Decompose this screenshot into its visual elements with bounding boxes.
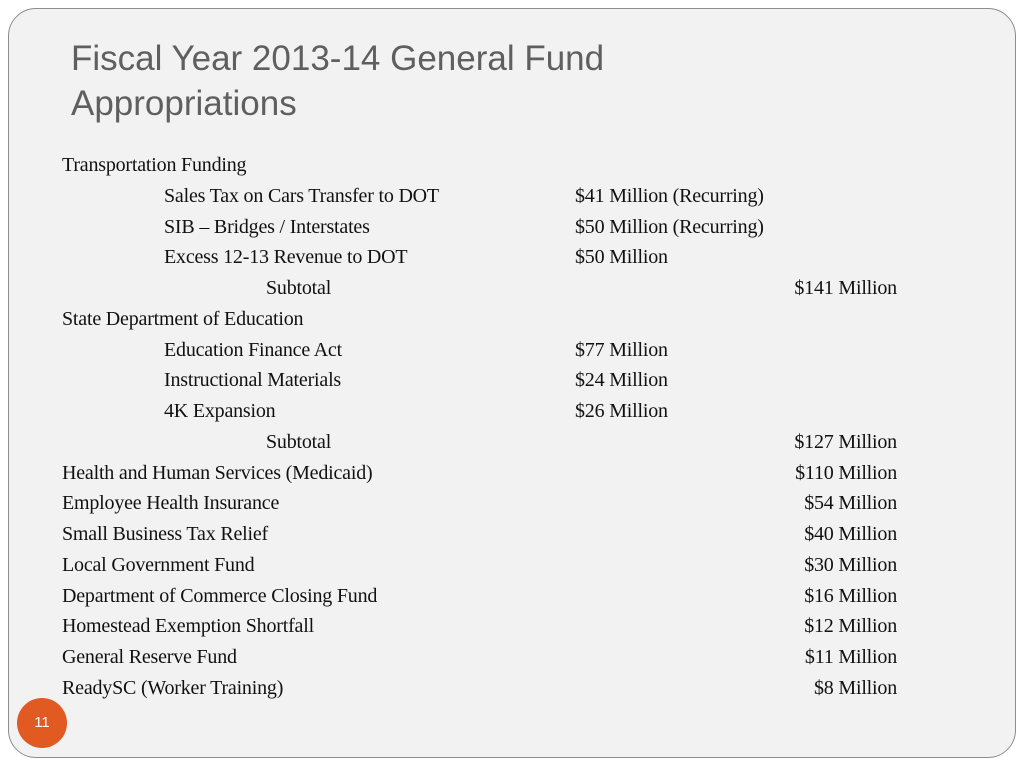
line-item-amount: $77 Million <box>575 338 668 361</box>
appropriation-row <box>0 396 1024 427</box>
line-item-label: Sales Tax on Cars Transfer to DOT <box>164 184 439 207</box>
appropriation-row <box>0 273 1024 304</box>
line-item-amount: $50 Million (Recurring) <box>575 215 764 238</box>
total-amount: $110 Million <box>795 461 897 484</box>
line-item-label: Excess 12-13 Revenue to DOT <box>164 246 408 269</box>
appropriation-row <box>0 335 1024 366</box>
appropriation-row <box>0 365 1024 396</box>
appropriation-row <box>0 581 1024 612</box>
appropriation-row <box>0 673 1024 704</box>
appropriation-row <box>0 458 1024 489</box>
appropriation-row <box>0 181 1024 212</box>
appropriation-row <box>0 642 1024 673</box>
subtotal-label: Subtotal <box>266 277 332 299</box>
line-item-amount: $50 Million <box>575 246 668 269</box>
appropriation-row <box>0 611 1024 642</box>
line-item-amount: $41 Million (Recurring) <box>575 184 764 207</box>
total-amount: $54 Million <box>804 492 897 515</box>
category-label: Transportation Funding <box>62 154 247 176</box>
slide-title: Fiscal Year 2013-14 General Fund Appropriations <box>71 39 605 123</box>
category-label: State Department of Education <box>62 307 304 330</box>
appropriation-row <box>0 488 1024 519</box>
line-item-label: 4K Expansion <box>164 400 276 422</box>
appropriation-row <box>0 304 1024 335</box>
appropriation-row <box>0 427 1024 458</box>
appropriation-row <box>0 550 1024 581</box>
category-label: ReadySC (Worker Training) <box>62 676 284 699</box>
total-amount: $12 Million <box>804 615 897 638</box>
appropriations-list <box>0 150 1024 704</box>
category-label: Health and Human Services (Medicaid) <box>62 461 373 484</box>
category-label: Employee Health Insurance <box>62 492 280 515</box>
appropriation-row <box>0 519 1024 550</box>
category-label: Small Business Tax Relief <box>62 523 268 545</box>
line-item-label: Education Finance Act <box>164 338 342 361</box>
category-label: Local Government Fund <box>62 553 255 576</box>
line-item-label: Instructional Materials <box>164 369 342 392</box>
line-item-amount: $26 Million <box>575 400 668 422</box>
category-label: Department of Commerce Closing Fund <box>62 584 378 607</box>
appropriation-row <box>0 212 1024 243</box>
total-amount: $141 Million <box>794 277 897 299</box>
appropriation-row <box>0 242 1024 273</box>
total-amount: $127 Million <box>794 430 897 453</box>
total-amount: $16 Million <box>804 584 897 607</box>
line-item-amount: $24 Million <box>575 369 668 392</box>
total-amount: $11 Million <box>804 646 897 668</box>
subtotal-label: Subtotal <box>266 430 332 453</box>
category-label: Homestead Exemption Shortfall <box>62 615 314 638</box>
appropriation-row <box>0 150 1024 181</box>
total-amount: $8 Million <box>813 676 897 699</box>
line-item-label: SIB – Bridges / Interstates <box>164 215 370 238</box>
total-amount: $40 Million <box>804 523 897 545</box>
category-label: General Reserve Fund <box>62 646 237 668</box>
page-number-badge: 11 <box>17 698 67 748</box>
total-amount: $30 Million <box>804 553 897 576</box>
